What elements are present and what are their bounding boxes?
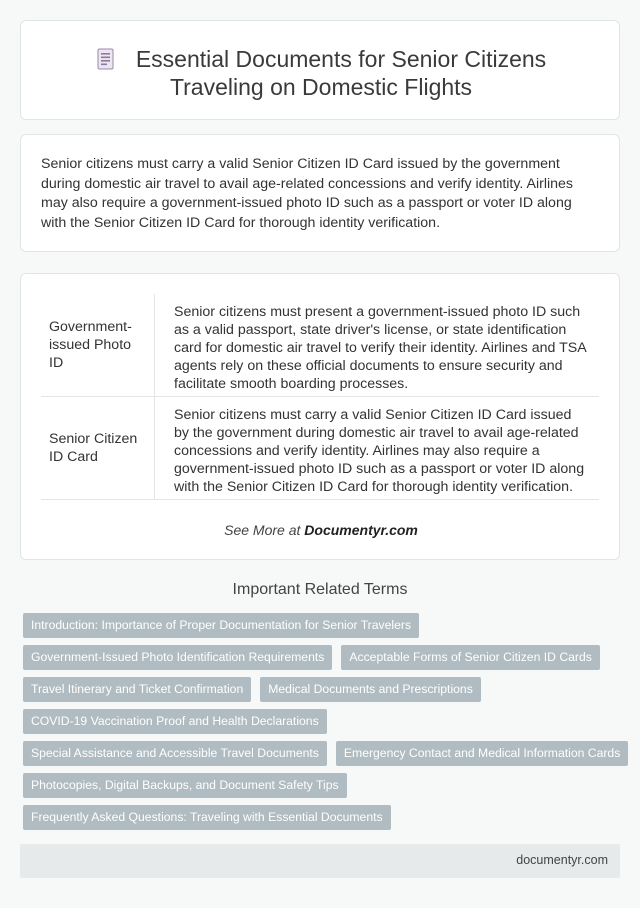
table-row <box>41 294 599 397</box>
title-line-1: Essential Documents for Senior Citizens <box>135 46 547 72</box>
see-more-link[interactable] <box>21 522 621 538</box>
title-card <box>20 20 620 120</box>
see-more-site[interactable]: Documentyr.com <box>304 522 418 538</box>
related-term-tag[interactable]: Medical Documents and Prescriptions <box>260 677 481 702</box>
footer <box>20 844 620 878</box>
summary-card <box>20 134 620 252</box>
title-line-2: Traveling on Domestic Flights <box>169 74 473 100</box>
page-title <box>21 45 621 101</box>
table-row <box>41 397 599 500</box>
document-description: Senior citizens must present a government-issued photo ID such as a valid passport, state driver's license, or state identification card for domestic air travel to verify their identity. Airlines and TSA agents rely on these official documents to ensure security and facilitate smooth boarding processes. <box>174 304 586 392</box>
documents-card <box>20 273 620 560</box>
document-label: Government-issued Photo ID <box>49 319 132 371</box>
summary-text: Senior citizens must carry a valid Senior Citizen ID Card issued by the government during domestic air travel to avail age-related concessions and verify identity. Airlines may also require a government-issued photo ID such as a passport or voter ID along with the Senior Citizen ID Card for thorough identity verification. <box>41 156 574 231</box>
related-terms-heading: Important Related Terms <box>232 581 408 598</box>
related-term-tag[interactable]: Government-Issued Photo Identification Requirements <box>23 645 332 670</box>
see-more-prefix: See More at <box>224 522 305 538</box>
document-icon <box>96 48 116 70</box>
related-term-tag[interactable]: Photocopies, Digital Backups, and Document Safety Tips <box>23 773 347 798</box>
document-label: Senior Citizen ID Card <box>49 431 138 465</box>
related-terms-list <box>23 613 623 837</box>
related-term-tag[interactable]: Emergency Contact and Medical Information Cards <box>336 741 628 766</box>
related-term-tag[interactable]: Introduction: Importance of Proper Documentation for Senior Travelers <box>23 613 419 638</box>
related-term-tag[interactable]: Acceptable Forms of Senior Citizen ID Cards <box>341 645 600 670</box>
documents-table <box>41 294 599 500</box>
footer-site[interactable]: documentyr.com <box>516 853 608 867</box>
document-description: Senior citizens must carry a valid Senior Citizen ID Card issued by the government during domestic air travel to avail age-related concessions and verify identity. Airlines may also require a government-issued photo ID such as a passport or voter ID along with the Senior Citizen ID Card for thorough identity verification. <box>174 407 585 495</box>
related-term-tag[interactable]: Special Assistance and Accessible Travel Documents <box>23 741 327 766</box>
related-term-tag[interactable]: Frequently Asked Questions: Traveling with Essential Documents <box>23 805 391 830</box>
related-term-tag[interactable]: Travel Itinerary and Ticket Confirmation <box>23 677 251 702</box>
related-term-tag[interactable]: COVID-19 Vaccination Proof and Health Declarations <box>23 709 327 734</box>
